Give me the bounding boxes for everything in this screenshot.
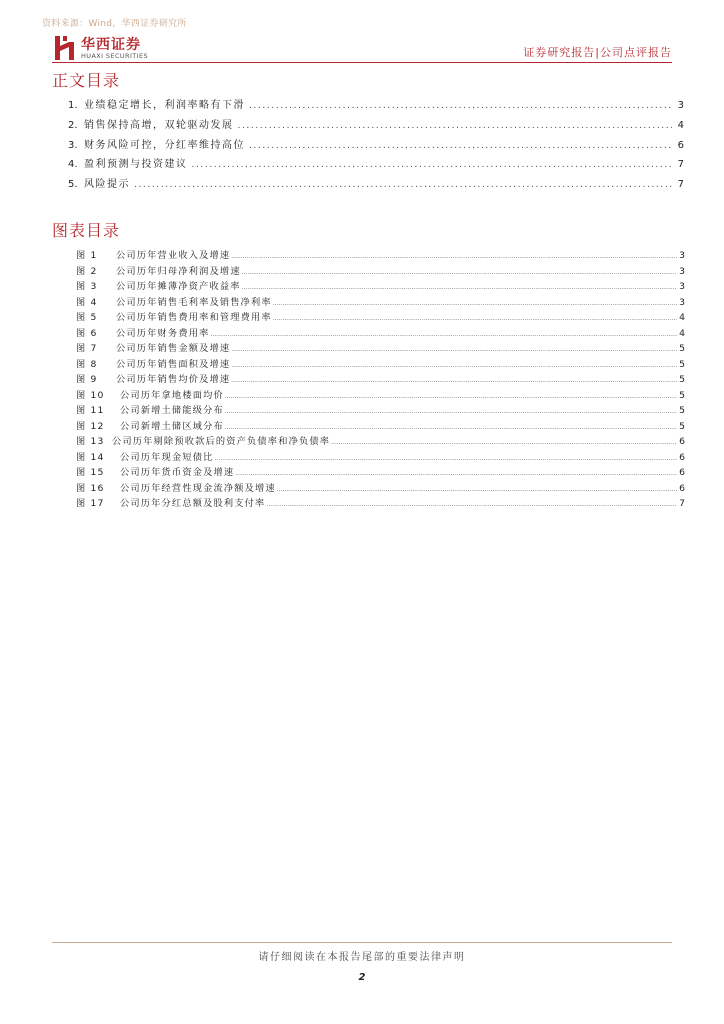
figure-leader-dots <box>273 311 677 327</box>
toc-item-label: 风险提示 <box>84 179 130 191</box>
figure-number: 图 11 <box>76 405 105 416</box>
figure-leader-dots <box>242 265 677 281</box>
figure-page: 7 <box>679 498 685 509</box>
toc-leader-dots <box>249 97 672 117</box>
figure-leader-dots <box>225 389 677 405</box>
figure-label: 公司历年摊薄净资产收益率 <box>116 281 241 292</box>
toc-item-number: 3. <box>68 139 78 151</box>
figure-number: 图 10 <box>76 389 105 401</box>
figure-page: 5 <box>679 358 685 370</box>
toc-item-number: 4. <box>68 159 78 171</box>
figure-item[interactable] <box>76 357 685 373</box>
toc-item-page: 7 <box>677 179 684 191</box>
toc-item[interactable] <box>68 136 684 156</box>
figure-page: 6 <box>679 436 685 447</box>
figure-label: 公司新增土储能级分布 <box>120 405 224 416</box>
toc-item-label: 业绩稳定增长，利润率略有下滑 <box>84 100 245 111</box>
figure-item[interactable] <box>76 388 685 404</box>
figure-page: 5 <box>679 374 685 385</box>
figure-number: 图 17 <box>76 498 105 509</box>
figure-item[interactable] <box>76 248 685 264</box>
source-note: 资料来源：Wind，华西证券研究所 <box>42 19 187 29</box>
toc-item-number: 1. <box>68 100 78 111</box>
figure-leader-dots <box>215 451 678 467</box>
toc-leader-dots <box>238 117 673 137</box>
figure-page: 6 <box>679 482 685 494</box>
toc-item-page: 4 <box>677 119 684 131</box>
footer-divider <box>52 942 672 943</box>
toc-item-label: 盈利预测与投资建议 <box>84 159 188 171</box>
figure-page: 3 <box>679 281 685 292</box>
toc-item-page: 7 <box>677 159 684 171</box>
figure-leader-dots <box>231 373 677 389</box>
toc-item[interactable] <box>68 175 684 195</box>
figure-item[interactable] <box>76 372 685 388</box>
figure-item[interactable] <box>76 481 685 497</box>
figure-label: 公司历年货币资金及增速 <box>120 467 235 478</box>
figure-leader-dots <box>225 420 677 436</box>
figure-item[interactable] <box>76 434 685 450</box>
figure-label: 公司历年销售毛利率及销售净利率 <box>116 296 272 308</box>
figure-leader-dots <box>242 280 677 296</box>
figure-label: 公司历年经营性现金流净额及增速 <box>120 482 276 494</box>
figure-label: 公司历年拿地楼面均价 <box>120 389 224 401</box>
figure-item[interactable] <box>76 326 685 342</box>
figure-number: 图 9 <box>76 374 98 385</box>
toc-item-number: 5. <box>68 179 78 191</box>
figure-label: 公司历年现金短债比 <box>120 451 214 463</box>
figure-page: 6 <box>679 467 685 478</box>
figure-label: 公司历年销售费用率和管理费用率 <box>116 312 272 323</box>
figure-number: 图 16 <box>76 482 105 494</box>
header-divider <box>52 62 672 63</box>
page-number: 2 <box>358 972 366 983</box>
figure-label: 公司历年销售均价及增速 <box>116 374 231 385</box>
figure-list <box>76 248 685 512</box>
figure-leader-dots <box>331 435 677 451</box>
figure-page: 4 <box>679 312 685 323</box>
figure-number: 图 15 <box>76 467 105 478</box>
figure-label: 公司历年销售金额及增速 <box>116 343 231 354</box>
report-type-label: 证券研究报告|公司点评报告 <box>523 46 672 59</box>
toc-item-label: 财务风险可控，分红率维持高位 <box>84 139 245 151</box>
toc-title: 正文目录 <box>52 71 121 90</box>
figure-leader-dots <box>235 466 677 482</box>
figure-item[interactable] <box>76 295 685 311</box>
figure-leader-dots <box>231 342 677 358</box>
toc-item-page: 3 <box>677 100 684 111</box>
toc-item[interactable] <box>68 116 684 136</box>
toc-item-page: 6 <box>677 139 684 151</box>
figure-page: 5 <box>679 405 685 416</box>
figure-number: 图 4 <box>76 296 98 308</box>
figure-label: 公司历年剔除预收款后的资产负债率和净负债率 <box>112 436 331 447</box>
figure-label: 公司历年营业收入及增速 <box>116 250 231 261</box>
figure-label: 公司历年销售面积及增速 <box>116 358 231 370</box>
figure-number: 图 14 <box>76 451 105 463</box>
figure-item[interactable] <box>76 279 685 295</box>
toc-item-number: 2. <box>68 119 78 131</box>
figure-page: 5 <box>679 389 685 401</box>
figure-page: 3 <box>679 265 685 277</box>
figure-leader-dots <box>277 482 677 498</box>
figure-label: 公司历年财务费用率 <box>116 327 210 339</box>
figure-leader-dots <box>273 296 677 312</box>
figure-number: 图 7 <box>76 343 98 354</box>
figure-leader-dots <box>266 497 677 513</box>
toc-item-label: 销售保持高增，双轮驱动发展 <box>84 119 234 131</box>
figure-leader-dots <box>225 404 677 420</box>
figure-page: 6 <box>679 451 685 463</box>
figure-item[interactable] <box>76 496 685 512</box>
figure-number: 图 13 <box>76 436 105 447</box>
figure-page: 4 <box>679 327 685 339</box>
toc-list <box>68 96 684 195</box>
toc-leader-dots <box>249 137 672 157</box>
figure-page: 3 <box>679 296 685 308</box>
legal-notice: 请仔细阅读在本报告尾部的重要法律声明 <box>258 952 466 963</box>
figure-number: 图 3 <box>76 281 98 292</box>
figure-label: 公司历年归母净利润及增速 <box>116 265 241 277</box>
figure-item[interactable] <box>76 264 685 280</box>
figure-leader-dots <box>231 249 677 265</box>
figure-label: 公司新增土储区域分布 <box>120 420 224 432</box>
figure-item[interactable] <box>76 310 685 326</box>
figure-item[interactable] <box>76 403 685 419</box>
figure-number: 图 1 <box>76 250 98 261</box>
figure-number: 图 2 <box>76 265 98 277</box>
toc-leader-dots <box>134 176 672 196</box>
figure-number: 图 12 <box>76 420 105 432</box>
logo-chinese-name: 华西证券 <box>81 37 141 53</box>
toc-item[interactable] <box>68 155 684 175</box>
figure-list-title: 图表目录 <box>52 221 121 240</box>
figure-leader-dots <box>211 327 678 343</box>
figure-item[interactable] <box>76 419 685 435</box>
logo-english-name: HUAXI SECURITIES <box>81 52 149 60</box>
figure-item[interactable] <box>76 450 685 466</box>
huaxi-logo-icon <box>54 34 76 62</box>
figure-number: 图 6 <box>76 327 98 339</box>
toc-leader-dots <box>192 156 673 176</box>
figure-page: 3 <box>679 250 685 261</box>
figure-leader-dots <box>231 358 677 374</box>
figure-page: 5 <box>679 420 685 432</box>
figure-item[interactable] <box>76 465 685 481</box>
figure-page: 5 <box>679 343 685 354</box>
figure-number: 图 5 <box>76 312 98 323</box>
figure-number: 图 8 <box>76 358 98 370</box>
toc-item[interactable] <box>68 96 684 116</box>
figure-item[interactable] <box>76 341 685 357</box>
figure-label: 公司历年分红总额及股利支付率 <box>120 498 266 509</box>
